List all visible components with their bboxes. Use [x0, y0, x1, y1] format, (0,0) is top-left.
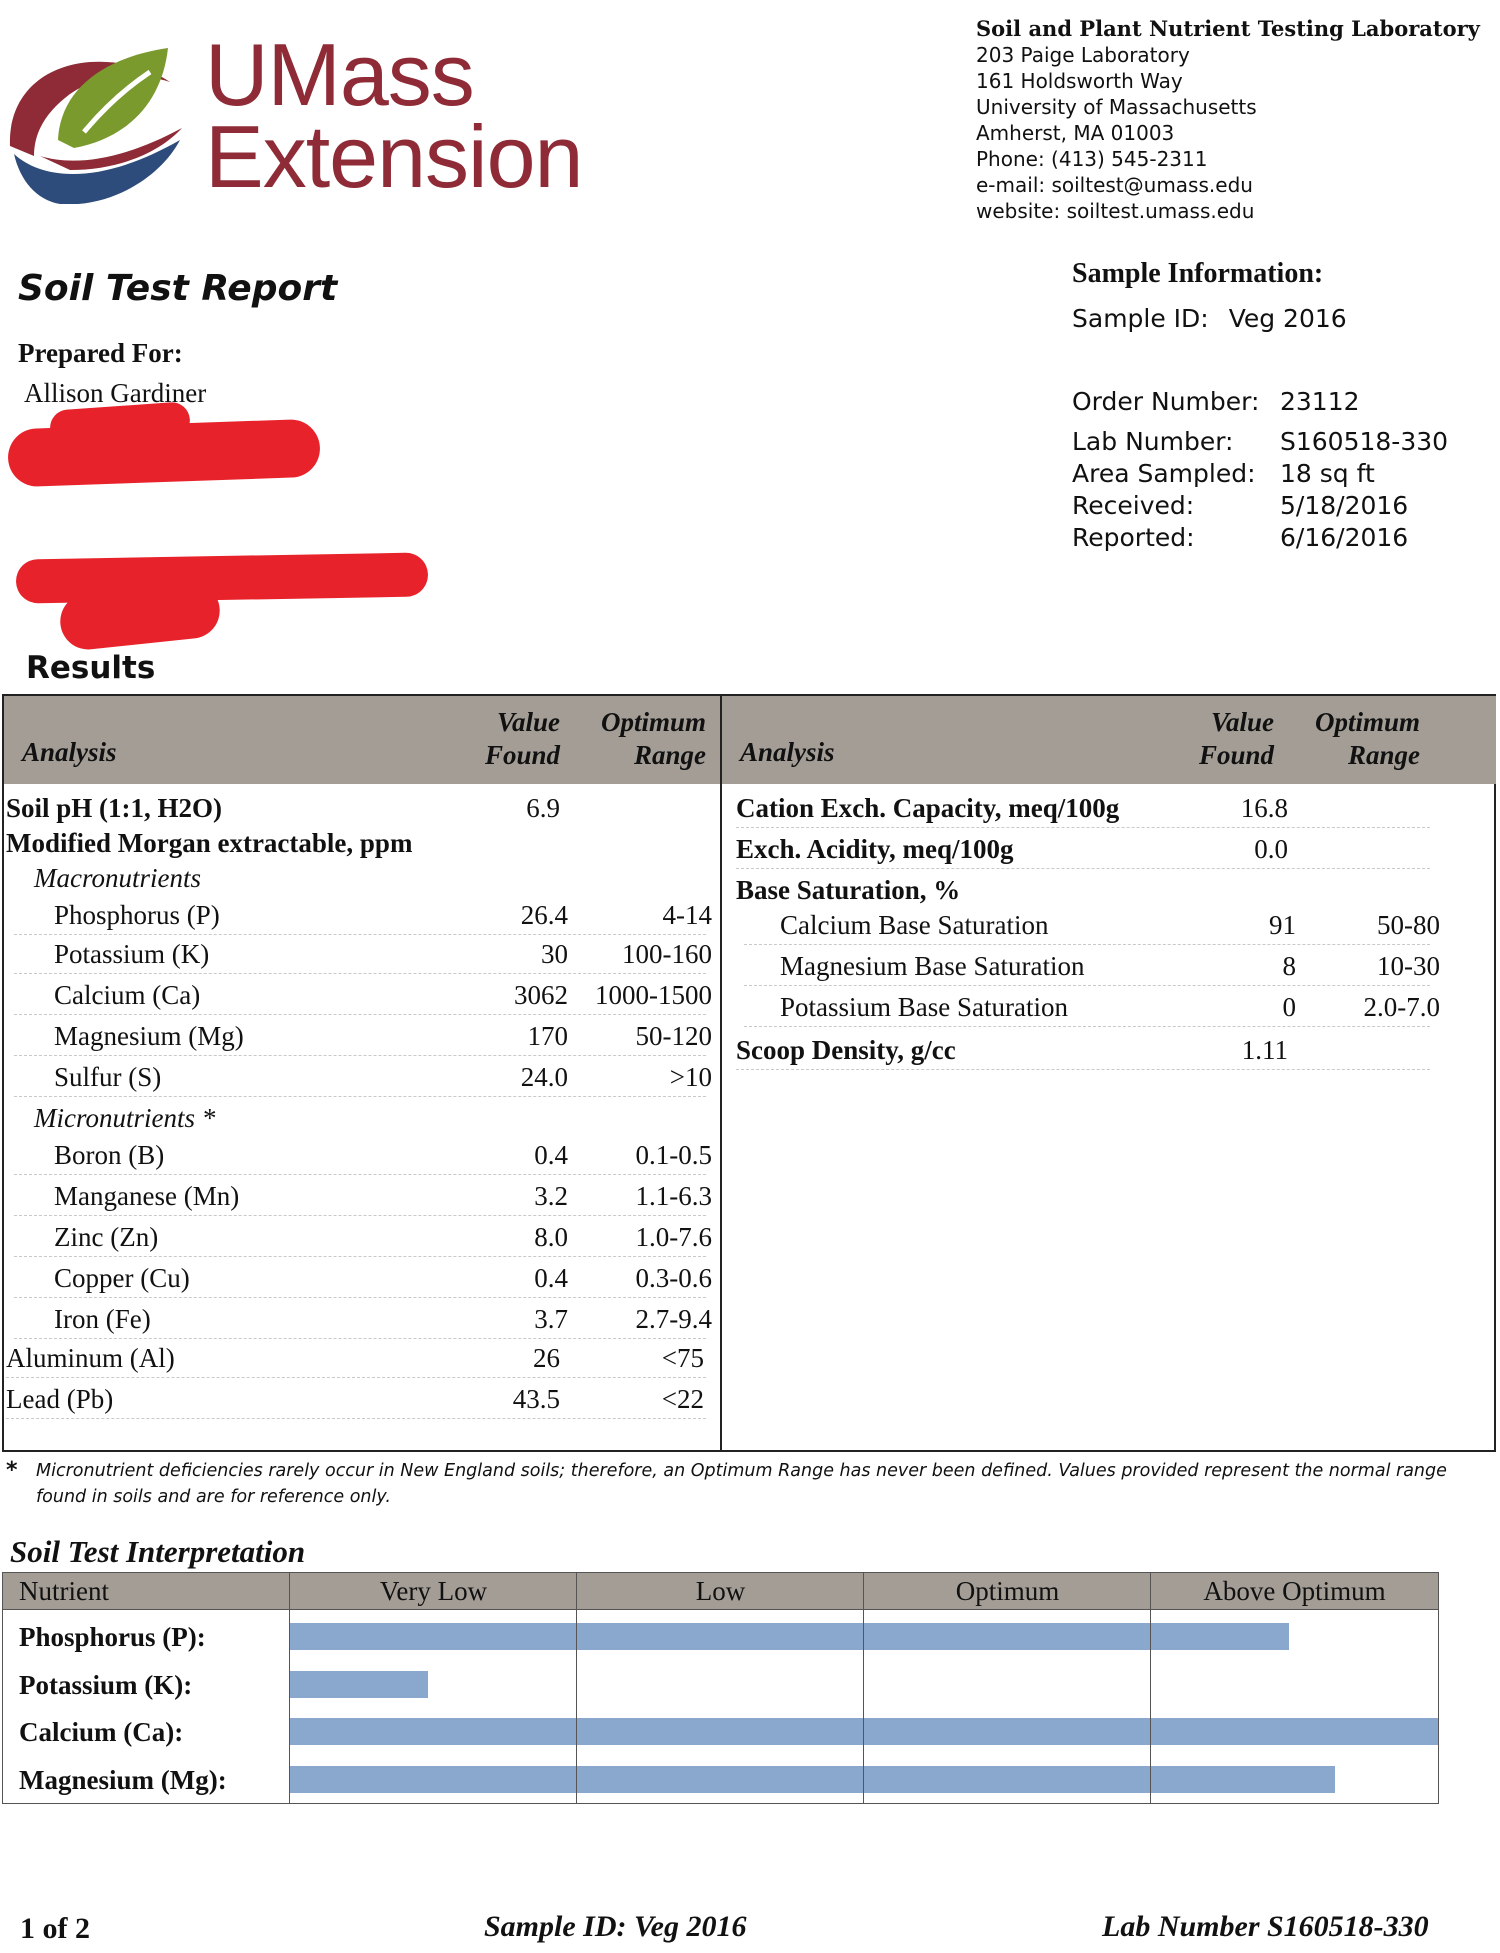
interpretation-row-label: Potassium (K): — [19, 1670, 193, 1700]
analysis-name: Base Saturation, % — [736, 875, 961, 905]
footer-lab-number: Lab Number S160518-330 — [1102, 1910, 1429, 1943]
interpretation-row-label: Calcium (Ca): — [19, 1717, 184, 1747]
sample-id-row — [1072, 304, 1347, 333]
order-details — [1072, 386, 1448, 554]
optimum-range: <75 — [661, 1343, 704, 1373]
lab-address-line: 161 Holdsworth Way — [976, 69, 1183, 93]
lab-website: website: soiltest.umass.edu — [976, 199, 1255, 223]
result-row — [744, 946, 1440, 986]
grid-line — [576, 1573, 577, 1803]
interpretation-row-label: Phosphorus (P): — [19, 1622, 206, 1652]
optimum-range: 2.0-7.0 — [1363, 992, 1440, 1022]
interpretation-bar — [290, 1671, 428, 1698]
col-very-low: Very Low — [379, 1576, 488, 1606]
result-row — [744, 987, 1440, 1027]
order-number-value: 23112 — [1280, 387, 1360, 416]
optimum-range: >10 — [669, 1062, 712, 1092]
area-sampled-label: Area Sampled: — [1072, 459, 1256, 488]
lab-address-line: 203 Paige Laboratory — [976, 43, 1190, 67]
value-found: 43.5 — [512, 1384, 560, 1414]
footnote-star: * — [6, 1458, 18, 1483]
result-row — [736, 788, 1430, 828]
result-row — [14, 1057, 712, 1097]
analysis-name: Phosphorus (P) — [54, 900, 220, 930]
sample-info — [1072, 258, 1347, 333]
footnote-text: Micronutrient deficiencies rarely occur in New England soils; therefore, an Optimum Range has never been defined. Values provided represent the normal range found in soils and are for reference only. — [36, 1461, 1447, 1507]
analysis-name: Sulfur (S) — [54, 1062, 162, 1092]
value-found: 1.11 — [1241, 1035, 1288, 1065]
optimum-header-line2: Range — [633, 740, 706, 770]
analysis-name: Soil pH (1:1, H2O) — [6, 793, 223, 823]
column-divider — [720, 696, 722, 1450]
analysis-name: Manganese (Mn) — [54, 1181, 240, 1211]
value-found: 3062 — [514, 980, 568, 1010]
grid-line — [863, 1573, 864, 1803]
value-found: 8 — [1282, 951, 1296, 981]
results-table — [2, 694, 1496, 1452]
value-found: 3.2 — [534, 1181, 568, 1211]
sample-id-value: Veg 2016 — [1228, 304, 1347, 333]
optimum-header-line2: Range — [1347, 740, 1420, 770]
value-found: 91 — [1269, 910, 1296, 940]
logo-line-extension: Extension — [205, 107, 583, 206]
results-right-header — [722, 696, 1496, 784]
result-row — [736, 1030, 1430, 1070]
value-header-line2: Found — [1198, 740, 1274, 770]
result-row — [14, 934, 712, 974]
optimum-range: 50-120 — [635, 1021, 712, 1051]
optimum-range: 4-14 — [662, 900, 712, 930]
result-row — [14, 975, 712, 1015]
optimum-range: 100-160 — [622, 939, 712, 969]
report-title: Soil Test Report — [18, 268, 338, 309]
lab-address-line: Amherst, MA 01003 — [976, 121, 1175, 145]
logo-line-umass: UMass — [205, 25, 474, 124]
col-above-optimum: Above Optimum — [1203, 1576, 1386, 1606]
result-row — [14, 1016, 712, 1056]
optimum-range: 1.1-6.3 — [635, 1181, 712, 1211]
analysis-name: Calcium Base Saturation — [780, 910, 1049, 940]
order-number-label: Order Number: — [1072, 387, 1260, 416]
reported-value: 6/16/2016 — [1280, 523, 1409, 552]
value-header — [1178, 706, 1274, 772]
results-heading: Results — [26, 650, 156, 686]
leaf-swoosh-icon — [0, 28, 190, 204]
value-found: 0.0 — [1254, 834, 1288, 864]
col-low: Low — [695, 1576, 746, 1606]
result-row — [14, 1258, 712, 1298]
result-row — [736, 870, 1430, 910]
result-row — [14, 895, 712, 935]
optimum-range: 2.7-9.4 — [635, 1304, 712, 1334]
received-value: 5/18/2016 — [1280, 491, 1409, 520]
area-sampled-value: 18 sq ft — [1280, 459, 1375, 488]
reported-row — [1072, 522, 1448, 554]
optimum-range: <22 — [661, 1384, 704, 1414]
sample-info-heading: Sample Information: — [1072, 258, 1324, 289]
area-sampled-row — [1072, 458, 1448, 490]
lab-phone: Phone: (413) 545-2311 — [976, 147, 1208, 171]
interpretation-chart — [2, 1572, 1439, 1804]
lab-email: e-mail: soiltest@umass.edu — [976, 173, 1253, 197]
value-found: 8.0 — [534, 1222, 568, 1252]
value-found: 26 — [533, 1343, 560, 1373]
value-found: 3.7 — [534, 1304, 568, 1334]
analysis-name: Calcium (Ca) — [54, 980, 201, 1010]
value-found: 24.0 — [520, 1062, 568, 1092]
page-number: 1 of 2 — [20, 1912, 90, 1945]
optimum-range: 1000-1500 — [595, 980, 712, 1010]
result-row — [14, 1299, 712, 1339]
received-label: Received: — [1072, 491, 1195, 520]
col-nutrient: Nutrient — [19, 1576, 109, 1606]
optimum-range: 50-80 — [1377, 910, 1440, 940]
result-row — [14, 1098, 706, 1138]
interpretation-bar — [290, 1623, 1289, 1650]
analysis-name: Micronutrients * — [34, 1103, 216, 1133]
lab-address-block — [976, 16, 1480, 224]
analysis-name: Iron (Fe) — [54, 1304, 151, 1334]
reported-label: Reported: — [1072, 523, 1195, 552]
lab-number-value: S160518-330 — [1280, 427, 1449, 456]
analysis-name: Potassium Base Saturation — [780, 992, 1068, 1022]
analysis-name: Scoop Density, g/cc — [736, 1035, 956, 1065]
value-header-line1: Value — [496, 707, 560, 737]
grid-line — [289, 1573, 290, 1803]
micronutrient-footnote — [6, 1458, 1466, 1510]
analysis-name: Boron (B) — [54, 1140, 165, 1170]
analysis-name: Magnesium (Mg) — [54, 1021, 244, 1051]
result-row — [744, 905, 1440, 945]
analysis-name: Cation Exch. Capacity, meq/100g — [736, 793, 1120, 823]
lab-number-label: Lab Number: — [1072, 427, 1234, 456]
optimum-range: 10-30 — [1377, 951, 1440, 981]
optimum-header-line1: Optimum — [1314, 707, 1420, 737]
lab-address-line: University of Massachusetts — [976, 95, 1257, 119]
sample-id-label: Sample ID: — [1072, 304, 1209, 333]
value-found: 170 — [527, 1021, 568, 1051]
optimum-range: 0.1-0.5 — [635, 1140, 712, 1170]
value-found: 26.4 — [520, 900, 568, 930]
interpretation-header — [3, 1573, 1438, 1610]
result-row — [14, 1135, 712, 1175]
result-row — [736, 829, 1430, 869]
results-left-header — [4, 696, 720, 784]
optimum-header-line1: Optimum — [600, 707, 706, 737]
analysis-name: Potassium (K) — [54, 939, 210, 969]
analysis-header: Analysis — [22, 737, 117, 767]
result-row — [14, 1176, 712, 1216]
interpretation-bar — [290, 1718, 1438, 1745]
value-header — [464, 706, 560, 772]
umass-logo — [0, 28, 190, 204]
order-number-row — [1072, 386, 1448, 418]
value-found: 0.4 — [534, 1263, 568, 1293]
result-row — [6, 1338, 706, 1378]
interpretation-title: Soil Test Interpretation — [10, 1534, 306, 1569]
customer-name: Allison Gardiner — [24, 378, 207, 408]
analysis-name: Exch. Acidity, meq/100g — [736, 834, 1014, 864]
interpretation-bar — [290, 1766, 1335, 1793]
optimum-header — [574, 706, 706, 772]
result-row — [6, 1379, 706, 1419]
value-found: 0.4 — [534, 1140, 568, 1170]
optimum-range: 1.0-7.6 — [635, 1222, 712, 1252]
value-found: 0 — [1282, 992, 1296, 1022]
result-row — [6, 823, 706, 863]
optimum-header — [1288, 706, 1420, 772]
value-found: 6.9 — [526, 793, 560, 823]
analysis-name: Copper (Cu) — [54, 1263, 190, 1293]
prepared-for-label: Prepared For: — [18, 338, 183, 368]
received-row — [1072, 490, 1448, 522]
result-row — [14, 858, 706, 898]
grid-line — [1150, 1573, 1151, 1803]
optimum-range: 0.3-0.6 — [635, 1263, 712, 1293]
value-header-line1: Value — [1210, 707, 1274, 737]
result-row — [14, 1217, 712, 1257]
lab-number-row — [1072, 426, 1448, 458]
analysis-name: Zinc (Zn) — [54, 1222, 159, 1252]
interpretation-row-label: Magnesium (Mg): — [19, 1765, 227, 1795]
result-row — [6, 788, 706, 828]
analysis-name: Aluminum (Al) — [6, 1343, 175, 1373]
analysis-header: Analysis — [740, 737, 835, 767]
footer-sample-id: Sample ID: Veg 2016 — [484, 1910, 747, 1943]
col-optimum: Optimum — [955, 1576, 1060, 1606]
value-header-line2: Found — [484, 740, 560, 770]
analysis-name: Macronutrients — [34, 863, 201, 893]
value-found: 16.8 — [1240, 793, 1288, 823]
logo-wordmark — [205, 25, 583, 206]
analysis-name: Modified Morgan extractable, ppm — [6, 828, 413, 858]
lab-name: Soil and Plant Nutrient Testing Laboratory — [976, 16, 1480, 41]
analysis-name: Magnesium Base Saturation — [780, 951, 1085, 981]
analysis-name: Lead (Pb) — [6, 1384, 114, 1414]
value-found: 30 — [541, 939, 568, 969]
